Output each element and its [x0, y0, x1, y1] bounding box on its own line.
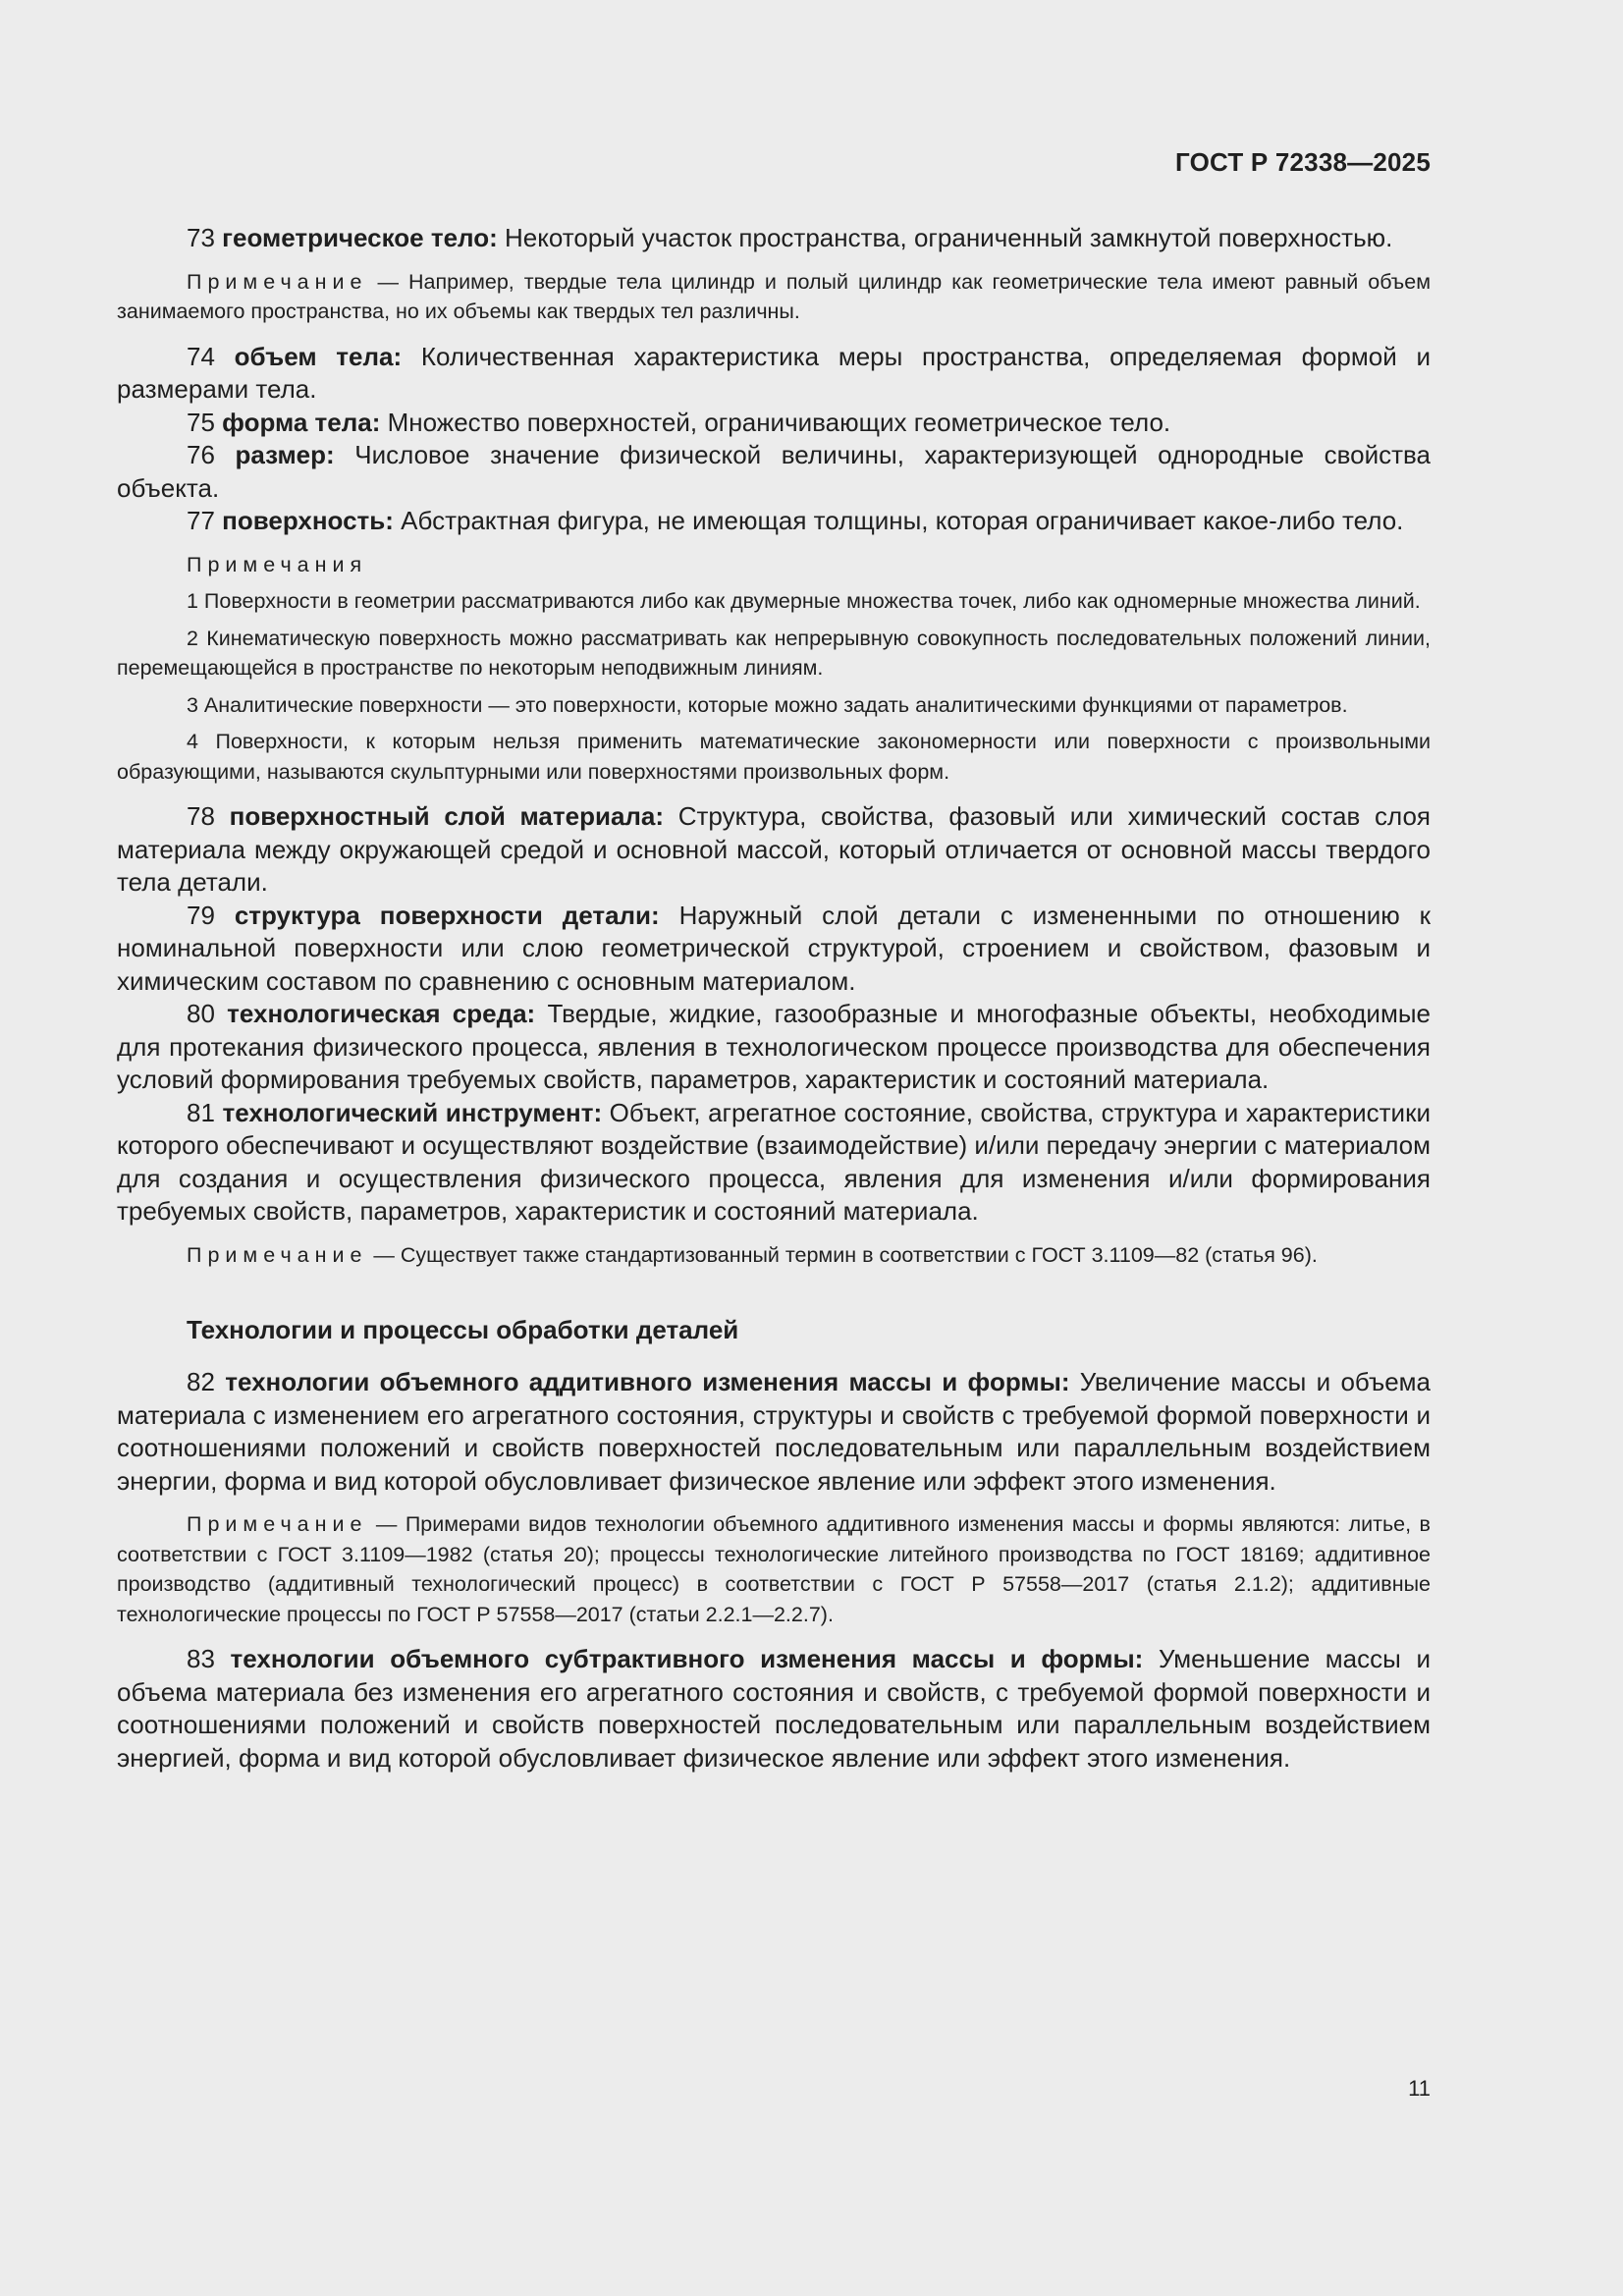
- note-73: [117, 267, 1431, 327]
- notes-label: Примечания: [187, 552, 368, 576]
- term-entry-78: [117, 800, 1431, 900]
- note-81: [117, 1240, 1431, 1271]
- note-77-item-1: 1 Поверхности в геометрии рассматриваются либо как двумерные множества точек, либо как одномерные множества линий.: [187, 589, 1421, 613]
- term-number: 78: [187, 801, 215, 831]
- term-number: 83: [187, 1644, 215, 1673]
- term-name: технологическая среда:: [227, 999, 536, 1028]
- page-content: [117, 222, 1431, 1775]
- term-definition: Уменьшение массы и объема материала без изменения его агрегатного состояния и свойств, с требуемой формой поверхности и соотношениями положений и свойств поверхностей последовательным или параллельным воздействием энергией, форма и вид которой обусловливает физическое явление или эффект этого изменения.: [117, 1644, 1431, 1773]
- term-number: 76: [187, 440, 215, 469]
- term-number: 80: [187, 999, 215, 1028]
- note-77-item-2: 2 Кинематическую поверхность можно рассматривать как непрерывную совокупность последовательных положений линии, перемещающейся в пространстве по некоторым неподвижным линиям.: [117, 626, 1431, 680]
- term-number: 77: [187, 506, 215, 535]
- note-dash: —: [367, 269, 408, 294]
- term-entry-73: [117, 222, 1431, 255]
- term-number: 74: [187, 341, 215, 371]
- term-entry-83: [117, 1643, 1431, 1775]
- page-number: 11: [1408, 2076, 1431, 2101]
- term-name: структура поверхности детали:: [234, 900, 660, 930]
- term-name: технологический инструмент:: [222, 1097, 603, 1127]
- note-dash: —: [367, 1242, 401, 1267]
- term-entry-75: [117, 407, 1431, 440]
- term-definition: Некоторый участок пространства, ограниченный замкнутой поверхностью.: [504, 223, 1393, 252]
- note-82: [117, 1509, 1431, 1629]
- term-definition: Структура, свойства, фазовый или химический состав слоя материала между окружающей средой и основной массой, который отличается от основной массы твердого тела детали.: [117, 801, 1431, 897]
- term-entry-82: [117, 1366, 1431, 1498]
- term-name: технологии объемного субтрактивного изменения массы и формы:: [230, 1644, 1144, 1673]
- term-name: геометрическое тело:: [222, 223, 498, 252]
- term-name: объем тела:: [234, 341, 403, 371]
- term-entry-77: [117, 505, 1431, 538]
- term-definition: Увеличение массы и объема материала с изменением его агрегатного состояния, структуры и свойств с требуемой формой поверхности и соотношениями положений и свойств поверхностей последовательным или параллельным воздействием энергии, форма и вид которой обусловливает физическое явление или эффект этого изменения.: [117, 1367, 1432, 1496]
- term-entry-80: [117, 998, 1431, 1097]
- term-definition: Абстрактная фигура, не имеющая толщины, которая ограничивает какое-либо тело.: [401, 506, 1404, 535]
- note-text: Например, твердые тела цилиндр и полый цилиндр как геометрические тела имеют равный объем занимаемого пространства, но их объемы как твердых тел различны.: [117, 269, 1431, 323]
- term-number: 79: [187, 900, 215, 930]
- term-name: форма тела:: [222, 407, 381, 437]
- term-definition: Твердые, жидкие, газообразные и многофазные объекты, необходимые для протекания физического процесса, явления в технологическом процессе производства для обеспечения условий формирования требуемых свойств, параметров, характеристик и состояний материала.: [117, 999, 1431, 1094]
- term-name: поверхность:: [222, 506, 394, 535]
- note-label: Примечание: [187, 269, 368, 294]
- term-entry-76: [117, 439, 1431, 505]
- term-definition: Наружный слой детали с измененными по отношению к номинальной поверхности или слою геометрической структурой, строением и свойством, фазовым и химическим составом по сравнению с основным материалом.: [117, 900, 1432, 996]
- notes-heading-77: [117, 550, 1431, 580]
- term-number: 81: [187, 1097, 215, 1127]
- term-name: технологии объемного аддитивного изменения массы и формы:: [225, 1367, 1070, 1396]
- term-number: 82: [187, 1367, 215, 1396]
- note-dash: —: [367, 1512, 406, 1536]
- term-entry-79: [117, 900, 1431, 999]
- term-number: 73: [187, 223, 215, 252]
- document-code-header: ГОСТ Р 72338—2025: [1175, 147, 1431, 177]
- term-entry-81: [117, 1097, 1431, 1229]
- term-definition: Числовое значение физической величины, характеризующей однородные свойства объекта.: [117, 440, 1431, 503]
- note-77-item-4: 4 Поверхности, к которым нельзя применить математические закономерности или поверхности с произвольными образующими, называются скульптурными или поверхностями произвольных форм.: [117, 730, 1431, 784]
- note-text: Существует также стандартизованный термин в соответствии с ГОСТ 3.1109—82 (статья 96).: [400, 1242, 1318, 1267]
- note-label: Примечание: [187, 1242, 368, 1267]
- section-heading: Технологии и процессы обработки деталей: [187, 1315, 739, 1344]
- term-definition: Множество поверхностей, ограничивающих геометрическое тело.: [387, 407, 1171, 437]
- term-entry-74: [117, 341, 1431, 407]
- term-name: поверхностный слой материала:: [229, 801, 665, 831]
- note-77-item-3: 3 Аналитические поверхности — это поверхности, которые можно задать аналитическими функциями от параметров.: [187, 692, 1348, 717]
- term-definition: Количественная характеристика меры пространства, определяемая формой и размерами тела.: [117, 341, 1431, 404]
- term-name: размер:: [235, 440, 335, 469]
- note-label: Примечание: [187, 1512, 368, 1536]
- term-definition: Объект, агрегатное состояние, свойства, структура и характеристики которого обеспечивают и осуществляют воздействие (взаимодействие) и/или передачу энергии с материалом для создания и осуществления физического процесса, явления для изменения и/или формирования требуемых свойств, параметров, характеристик и состояний материала.: [117, 1097, 1431, 1226]
- note-text: Примерами видов технологии объемного аддитивного изменения массы и формы являются: литье, в соответствии с ГОСТ 3.1109—1982 (статья 20); процессы технологические литейного производства по ГОСТ 18169; аддитивное производство (аддитивный технологический процесс) в соответствии с ГОСТ Р 57558—2017 (статья 2.1.2); аддитивные технологические процессы по ГОСТ Р 57558—2017 (статьи 2.2.1—2.2.7).: [117, 1512, 1431, 1626]
- term-number: 75: [187, 407, 215, 437]
